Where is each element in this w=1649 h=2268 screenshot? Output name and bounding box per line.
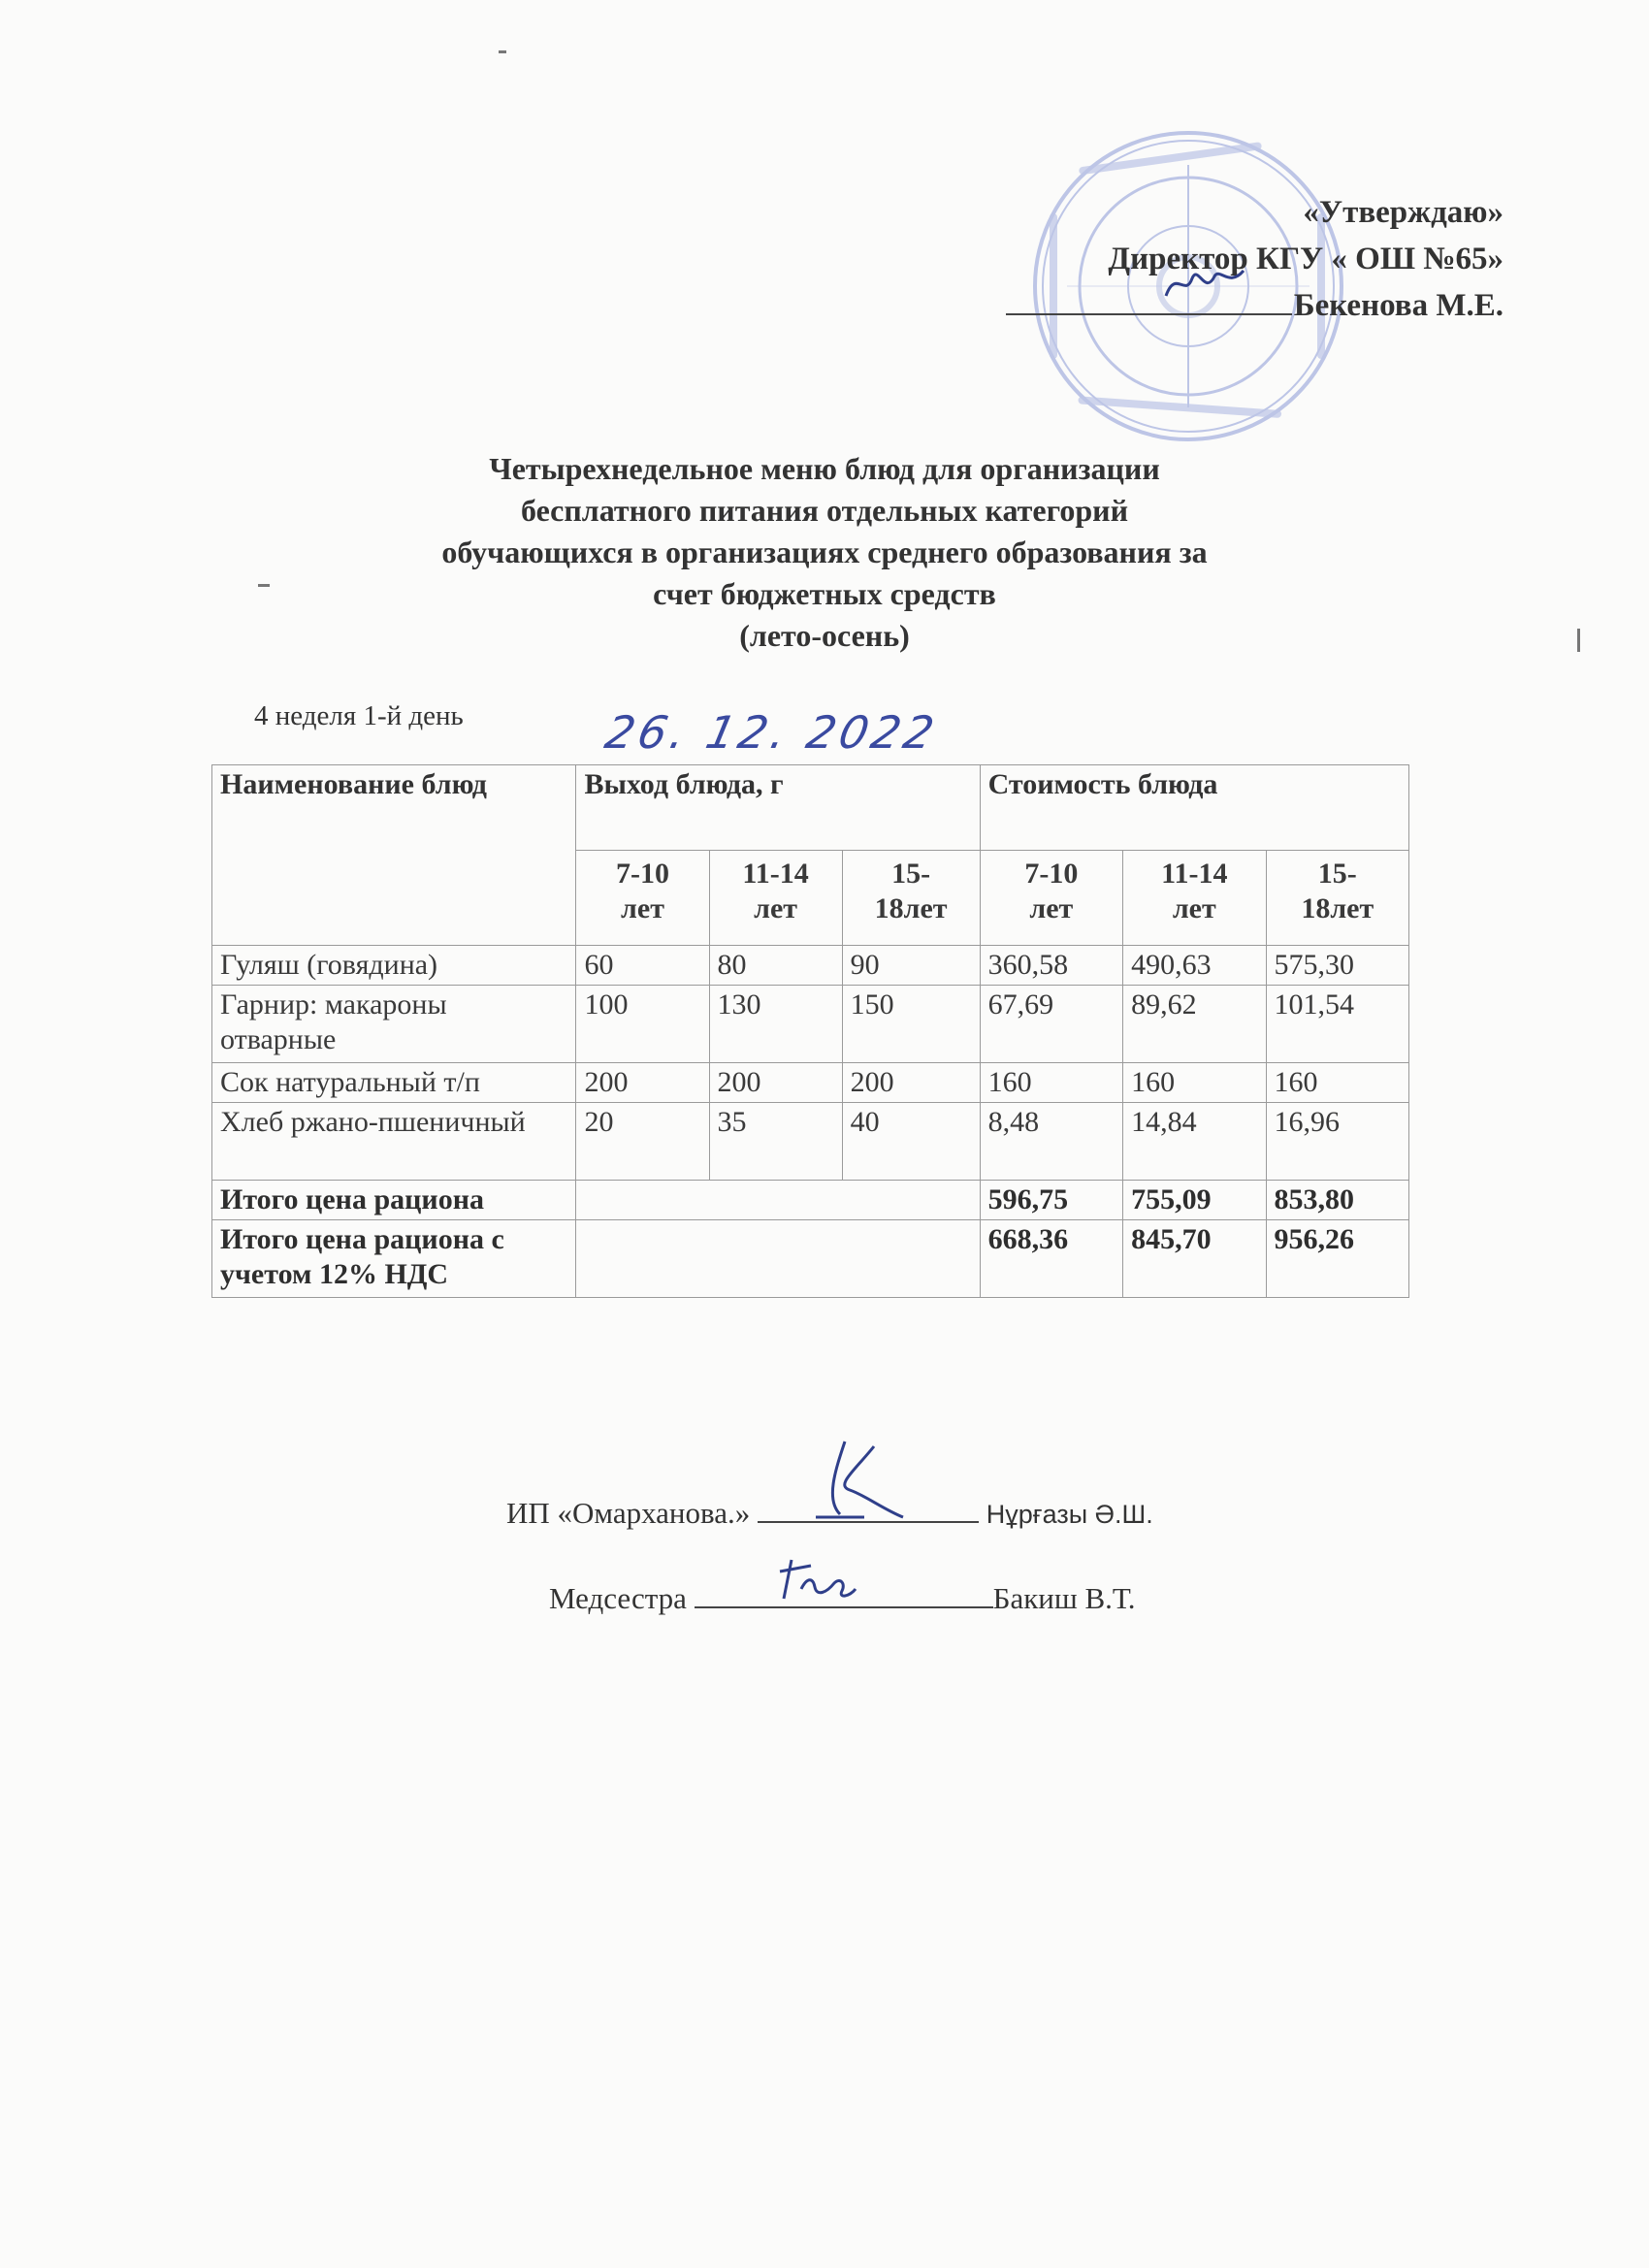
output-value: 60 [576,946,709,986]
output-value: 200 [709,1063,842,1103]
age-group-cell [1123,851,1266,946]
output-value: 35 [709,1103,842,1181]
scan-speck [499,50,506,53]
dish-name: Гарнир: макароны отварные [212,986,576,1063]
age-group-text: 7-10 [616,858,669,890]
cost-value: 89,62 [1123,986,1266,1063]
age-group-text: лет [754,892,797,924]
director-signature-line [1006,284,1292,315]
handwritten-date: 26. 12. 2022 [600,706,943,759]
age-group-text: 18лет [1301,892,1374,924]
ip-signature-line [758,1492,979,1523]
age-group-text: 7-10 [1024,858,1079,890]
cost-value: 67,69 [980,986,1122,1063]
cost-value: 575,30 [1266,946,1408,986]
director-signature [1161,259,1248,308]
age-group-cell [842,851,980,946]
cost-value: 101,54 [1266,986,1408,1063]
title-line: (лето-осень) [739,618,910,653]
cost-value: 14,84 [1123,1103,1266,1181]
total-label: Итого цена рациона [212,1181,576,1220]
total-vat-empty-cell [576,1220,980,1298]
total-cost: 755,09 [1123,1181,1266,1220]
approval-label: «Утверждаю» [1303,195,1504,230]
age-group-text: 15- [1317,858,1357,890]
menu-table [211,764,1409,1298]
total-empty-cell [576,1181,980,1220]
total-vat-cost: 956,26 [1266,1220,1408,1298]
cost-value: 160 [980,1063,1122,1103]
total-cost: 596,75 [980,1181,1122,1220]
ip-signature [806,1432,913,1524]
ip-signature-row [506,1492,1153,1531]
table-row [212,1063,1409,1103]
cost-value: 160 [1266,1063,1408,1103]
cost-value: 490,63 [1123,946,1266,986]
table-row [212,946,1409,986]
dish-name: Хлеб ржано-пшеничный [212,1103,576,1181]
output-value: 90 [842,946,980,986]
age-group-text: лет [1029,892,1074,924]
age-group-text: 18лет [874,892,948,924]
total-vat-cost: 845,70 [1123,1220,1266,1298]
nurse-label: Медсестра [549,1581,687,1615]
title-line: Четырехнедельное меню блюд для организации [489,451,1160,486]
age-group-cell [1266,851,1408,946]
total-vat-row [212,1220,1409,1298]
output-value: 20 [576,1103,709,1181]
output-value: 100 [576,986,709,1063]
age-group-text: лет [621,892,664,924]
cost-value: 16,96 [1266,1103,1408,1181]
document-title [0,448,1649,657]
nurse-signature-line [695,1577,993,1608]
header-output: Выход блюда, г [576,765,980,851]
total-vat-cost: 668,36 [980,1220,1122,1298]
table-row [212,986,1409,1063]
age-group-text: 15- [891,858,931,890]
output-value: 80 [709,946,842,986]
age-group-text: 11-14 [1161,858,1228,890]
title-line: бесплатного питания отдельных категорий [520,493,1128,528]
cost-value: 8,48 [980,1103,1122,1181]
dish-name: Гуляш (говядина) [212,946,576,986]
age-group-text: 11-14 [742,858,809,890]
table-header-row [212,765,1409,851]
age-group-cell [709,851,842,946]
header-cost: Стоимость блюда [980,765,1408,851]
header-dish-name: Наименование блюд [212,765,576,946]
ip-name: Нұрғазы Ә.Ш. [986,1500,1153,1529]
director-signature-row [1006,282,1504,329]
total-vat-label: Итого цена рациона с учетом 12% НДС [212,1220,576,1298]
nurse-signature-row [549,1577,1136,1616]
total-row [212,1181,1409,1220]
age-group-cell [980,851,1122,946]
table-row [212,1103,1409,1181]
director-name: Бекенова М.Е. [1293,288,1504,323]
output-value: 130 [709,986,842,1063]
output-value: 200 [842,1063,980,1103]
cost-value: 360,58 [980,946,1122,986]
output-value: 40 [842,1103,980,1181]
title-line: счет бюджетных средств [653,576,996,611]
dish-name: Сок натуральный т/п [212,1063,576,1103]
total-cost: 853,80 [1266,1181,1408,1220]
director-position: Директор КГУ « ОШ №65» [1108,242,1504,276]
cost-value: 160 [1123,1063,1266,1103]
output-value: 200 [576,1063,709,1103]
week-day-label: 4 неделя 1-й день [254,700,464,731]
age-group-cell [576,851,709,946]
output-value: 150 [842,986,980,1063]
age-group-text: лет [1172,892,1216,924]
nurse-signature [772,1550,859,1608]
ip-label: ИП «Омарханова.» [506,1496,751,1530]
nurse-name: Бакиш В.Т. [992,1581,1136,1615]
title-line: обучающихся в организациях среднего образования за [441,535,1208,569]
approval-block [1006,189,1504,329]
